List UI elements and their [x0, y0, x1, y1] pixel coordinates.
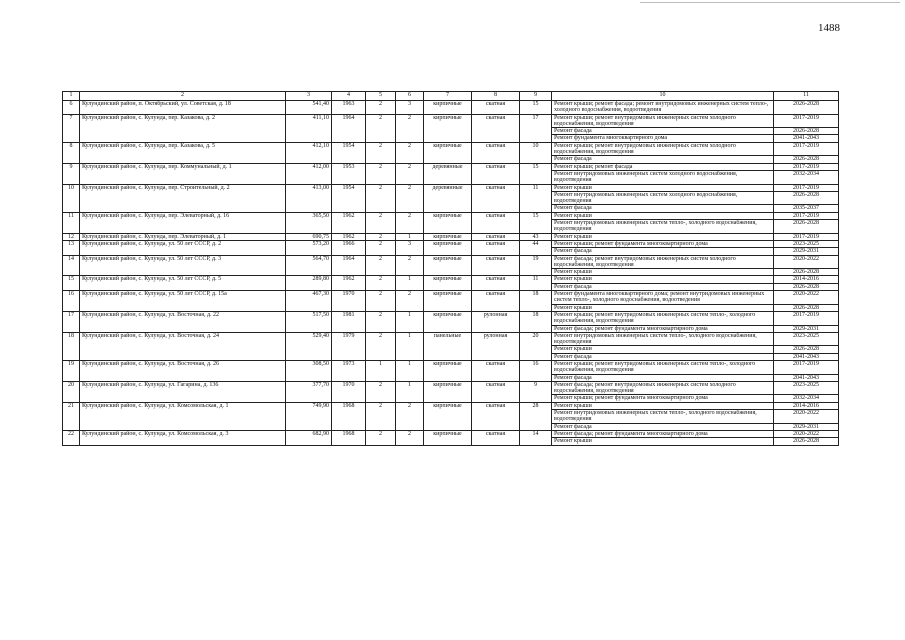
- floors-cell: 2: [366, 332, 396, 360]
- work-cell: Ремонт фасада; ремонт фундамента многоквартирного дома: [552, 430, 774, 437]
- floors-cell: 2: [366, 402, 396, 430]
- walls-cell: кирпичные: [424, 402, 472, 430]
- table-row: [63, 276, 839, 283]
- roof-cell: скатная: [472, 101, 520, 115]
- period-cell: 2023-2025: [774, 332, 839, 346]
- roof-cell: скатная: [472, 430, 520, 445]
- work-cell: Ремонт фасада: [552, 374, 774, 381]
- roof-cell: рулонная: [472, 311, 520, 332]
- floors-cell: 2: [366, 184, 396, 212]
- work-cell: Ремонт крыши: [552, 346, 774, 353]
- address-cell: Кулундинский район, с. Кулунда, ул. Гагарина, д. 136: [80, 381, 286, 402]
- work-cell: Ремонт крыши; ремонт фундамента многоквартирного дома: [552, 240, 774, 247]
- area-cell: 467,30: [286, 291, 332, 312]
- work-cell: Ремонт крыши: [552, 269, 774, 276]
- residents-cell: 18: [520, 291, 552, 312]
- period-cell: 2017-2019: [774, 163, 839, 170]
- row-number: 16: [63, 291, 80, 312]
- table-row: [63, 402, 839, 409]
- walls-cell: кирпичные: [424, 311, 472, 332]
- repair-schedule-table: [62, 91, 839, 446]
- row-number: 8: [63, 142, 80, 163]
- entrances-cell: 3: [396, 101, 424, 115]
- table-row: [63, 430, 839, 437]
- col-header: 4: [332, 92, 366, 101]
- year-cell: 1954: [332, 184, 366, 212]
- entrances-cell: 1: [396, 311, 424, 332]
- work-cell: Ремонт крыши: [552, 212, 774, 219]
- floors-cell: 2: [366, 255, 396, 276]
- address-cell: Кулундинский район, с. Кулунда, ул. Восточная, д. 24: [80, 332, 286, 360]
- roof-cell: скатная: [472, 184, 520, 212]
- residents-cell: 20: [520, 332, 552, 360]
- work-cell: Ремонт фасада; ремонт фундамента многоквартирного дома: [552, 325, 774, 332]
- period-cell: 2041-2043: [774, 353, 839, 360]
- period-cell: 2023-2025: [774, 381, 839, 395]
- work-cell: Ремонт крыши: [552, 402, 774, 409]
- floors-cell: 2: [366, 276, 396, 291]
- work-cell: Ремонт фасада: [552, 283, 774, 290]
- period-cell: 2020-2022: [774, 410, 839, 424]
- entrances-cell: 2: [396, 142, 424, 163]
- table-row: [63, 101, 839, 115]
- work-cell: Ремонт фасада: [552, 156, 774, 163]
- walls-cell: кирпичные: [424, 255, 472, 276]
- address-cell: Кулундинский район, с. Кулунда, ул. 50 лет СССР, д. 2: [80, 240, 286, 255]
- walls-cell: панельные: [424, 332, 472, 360]
- col-header: 11: [774, 92, 839, 101]
- roof-cell: скатная: [472, 233, 520, 240]
- year-cell: 1981: [332, 311, 366, 332]
- scan-edge-rule: [640, 2, 900, 3]
- period-cell: 2017-2019: [774, 360, 839, 374]
- year-cell: 1953: [332, 163, 366, 184]
- area-cell: 377,70: [286, 381, 332, 402]
- page-number: 1488: [818, 22, 840, 34]
- walls-cell: кирпичные: [424, 381, 472, 402]
- col-header: 5: [366, 92, 396, 101]
- residents-cell: 18: [520, 311, 552, 332]
- address-cell: Кулундинский район, с. Кулунда, пер. Казакова, д. 5: [80, 142, 286, 163]
- work-cell: Ремонт фасада; ремонт внутридомовых инженерных систем холодного водоснабжения, водоотведения: [552, 255, 774, 269]
- area-cell: 690,75: [286, 233, 332, 240]
- period-cell: 2026-2028: [774, 101, 839, 115]
- entrances-cell: 1: [396, 233, 424, 240]
- entrances-cell: 2: [396, 184, 424, 212]
- work-cell: Ремонт внутридомовых инженерных систем тепло-, холодного водоснабжения, водоотведения: [552, 220, 774, 234]
- residents-cell: 11: [520, 276, 552, 291]
- address-cell: Кулундинский район, с. Кулунда, пер. Строительный, д. 2: [80, 184, 286, 212]
- walls-cell: деревянные: [424, 163, 472, 184]
- floors-cell: 2: [366, 311, 396, 332]
- work-cell: Ремонт крыши; ремонт внутридомовых инженерных систем холодного водоснабжения, водоотведения: [552, 114, 774, 128]
- work-cell: Ремонт фасада: [552, 128, 774, 135]
- area-cell: 529,40: [286, 332, 332, 360]
- roof-cell: скатная: [472, 212, 520, 233]
- residents-cell: 14: [520, 430, 552, 445]
- period-cell: 2017-2019: [774, 114, 839, 128]
- period-cell: 2029-2031: [774, 248, 839, 255]
- period-cell: 2026-2028: [774, 128, 839, 135]
- entrances-cell: 2: [396, 114, 424, 142]
- period-cell: 2041-2043: [774, 135, 839, 142]
- work-cell: Ремонт крыши; ремонт фундамента многоквартирного дома: [552, 395, 774, 402]
- col-header: 3: [286, 92, 332, 101]
- floors-cell: 2: [366, 381, 396, 402]
- period-cell: 2041-2043: [774, 374, 839, 381]
- work-cell: Ремонт внутридомовых инженерных систем тепло-, холодного водоснабжения, водоотведения: [552, 332, 774, 346]
- table-row: [63, 332, 839, 346]
- row-number: 14: [63, 255, 80, 276]
- roof-cell: скатная: [472, 255, 520, 276]
- row-number: 9: [63, 163, 80, 184]
- column-number-row: [63, 92, 839, 101]
- address-cell: Кулундинский район, с. Кулунда, пер. Элеваторный, д. 16: [80, 212, 286, 233]
- period-cell: 2017-2019: [774, 212, 839, 219]
- floors-cell: 2: [366, 101, 396, 115]
- floors-cell: 2: [366, 233, 396, 240]
- period-cell: 2026-2028: [774, 191, 839, 205]
- year-cell: 1968: [332, 402, 366, 430]
- address-cell: Кулундинский район, с. Кулунда, ул. Восточная, д. 22: [80, 311, 286, 332]
- year-cell: 1964: [332, 255, 366, 276]
- address-cell: Кулундинский район, с. Кулунда, ул. Комсомольская, д. 1: [80, 402, 286, 430]
- entrances-cell: 1: [396, 381, 424, 402]
- table-row: [63, 142, 839, 156]
- entrances-cell: 2: [396, 255, 424, 276]
- roof-cell: скатная: [472, 240, 520, 255]
- period-cell: 2026-2028: [774, 438, 839, 445]
- floors-cell: 2: [366, 212, 396, 233]
- table-row: [63, 240, 839, 247]
- period-cell: 2020-2022: [774, 255, 839, 269]
- work-cell: Ремонт крыши; ремонт внутридомовых инженерных систем тепло-, холодного водоснабжения, водоотведения: [552, 360, 774, 374]
- residents-cell: 9: [520, 381, 552, 402]
- residents-cell: 10: [520, 142, 552, 163]
- period-cell: 2035-2037: [774, 205, 839, 212]
- period-cell: 2014-2016: [774, 402, 839, 409]
- entrances-cell: 2: [396, 430, 424, 445]
- address-cell: Кулундинский район, п. Октябрьский, ул. Советская, д. 18: [80, 101, 286, 115]
- table-row: [63, 255, 839, 269]
- residents-cell: 28: [520, 402, 552, 430]
- roof-cell: скатная: [472, 163, 520, 184]
- row-number: 18: [63, 332, 80, 360]
- year-cell: 1973: [332, 360, 366, 381]
- roof-cell: скатная: [472, 142, 520, 163]
- work-cell: Ремонт внутридомовых инженерных систем холодного водоснабжения, водоотведения: [552, 170, 774, 184]
- year-cell: 1968: [332, 430, 366, 445]
- residents-cell: 17: [520, 114, 552, 142]
- period-cell: 2032-2034: [774, 170, 839, 184]
- work-cell: Ремонт фундамента многоквартирного дома; ремонт внутридомовых инженерных систем тепло-, холодного водоснабжения, водоотведения: [552, 291, 774, 305]
- row-number: 13: [63, 240, 80, 255]
- work-cell: Ремонт крыши: [552, 304, 774, 311]
- residents-cell: 43: [520, 233, 552, 240]
- area-cell: 411,10: [286, 114, 332, 142]
- period-cell: 2020-2022: [774, 291, 839, 305]
- period-cell: 2026-2028: [774, 346, 839, 353]
- work-cell: Ремонт крыши; ремонт фасада: [552, 163, 774, 170]
- address-cell: Кулундинский район, с. Кулунда, пер. Казакова, д. 2: [80, 114, 286, 142]
- period-cell: 2017-2019: [774, 233, 839, 240]
- period-cell: 2032-2034: [774, 395, 839, 402]
- walls-cell: кирпичные: [424, 360, 472, 381]
- entrances-cell: 1: [396, 332, 424, 360]
- entrances-cell: 1: [396, 276, 424, 291]
- table-row: [63, 360, 839, 374]
- col-header: 6: [396, 92, 424, 101]
- period-cell: 2026-2028: [774, 304, 839, 311]
- area-cell: 289,80: [286, 276, 332, 291]
- table-row: [63, 381, 839, 395]
- period-cell: 2026-2028: [774, 156, 839, 163]
- residents-cell: 15: [520, 163, 552, 184]
- work-cell: Ремонт фасада; ремонт внутридомовых инженерных систем холодного водоснабжения, водоотведения: [552, 381, 774, 395]
- row-number: 12: [63, 233, 80, 240]
- floors-cell: 2: [366, 291, 396, 312]
- walls-cell: кирпичные: [424, 276, 472, 291]
- work-cell: Ремонт фундамента многоквартирного дома: [552, 135, 774, 142]
- roof-cell: скатная: [472, 381, 520, 402]
- residents-cell: 15: [520, 101, 552, 115]
- year-cell: 1970: [332, 381, 366, 402]
- work-cell: Ремонт фасада: [552, 423, 774, 430]
- walls-cell: деревянные: [424, 184, 472, 212]
- area-cell: 682,90: [286, 430, 332, 445]
- entrances-cell: 2: [396, 291, 424, 312]
- walls-cell: кирпичные: [424, 430, 472, 445]
- work-cell: Ремонт крыши: [552, 233, 774, 240]
- area-cell: 412,00: [286, 163, 332, 184]
- period-cell: 2026-2028: [774, 283, 839, 290]
- entrances-cell: 2: [396, 212, 424, 233]
- work-cell: Ремонт крыши: [552, 276, 774, 283]
- year-cell: 1966: [332, 240, 366, 255]
- row-number: 15: [63, 276, 80, 291]
- row-number: 6: [63, 101, 80, 115]
- area-cell: 749,90: [286, 402, 332, 430]
- address-cell: Кулундинский район, с. Кулунда, ул. 50 лет СССР, д. 5: [80, 276, 286, 291]
- roof-cell: скатная: [472, 360, 520, 381]
- work-cell: Ремонт внутридомовых инженерных систем тепло-, холодного водоснабжения, водоотведения: [552, 410, 774, 424]
- address-cell: Кулундинский район, с. Кулунда, ул. Восточная, д. 26: [80, 360, 286, 381]
- year-cell: 1962: [332, 233, 366, 240]
- roof-cell: скатная: [472, 402, 520, 430]
- roof-cell: скатная: [472, 291, 520, 312]
- col-header: 9: [520, 92, 552, 101]
- period-cell: 2029-2031: [774, 325, 839, 332]
- walls-cell: кирпичные: [424, 291, 472, 312]
- address-cell: Кулундинский район, с. Кулунда, пер. Коммунальный, д. 1: [80, 163, 286, 184]
- address-cell: Кулундинский район, с. Кулунда, ул. 50 лет СССР, д. 3: [80, 255, 286, 276]
- area-cell: 573,20: [286, 240, 332, 255]
- col-header: 10: [552, 92, 774, 101]
- work-cell: Ремонт фасада: [552, 353, 774, 360]
- year-cell: 1964: [332, 114, 366, 142]
- table-row: [63, 184, 839, 191]
- walls-cell: кирпичные: [424, 233, 472, 240]
- residents-cell: 44: [520, 240, 552, 255]
- year-cell: 1979: [332, 332, 366, 360]
- entrances-cell: 2: [396, 402, 424, 430]
- period-cell: 2026-2028: [774, 220, 839, 234]
- col-header: 1: [63, 92, 80, 101]
- area-cell: 365,50: [286, 212, 332, 233]
- table-row: [63, 311, 839, 325]
- area-cell: 541,40: [286, 101, 332, 115]
- col-header: 8: [472, 92, 520, 101]
- floors-cell: 2: [366, 430, 396, 445]
- row-number: 10: [63, 184, 80, 212]
- work-cell: Ремонт крыши; ремонт внутридомовых инженерных систем тепло-, холодного водоснабжения, водоотведения: [552, 311, 774, 325]
- table-row: [63, 233, 839, 240]
- residents-cell: 11: [520, 184, 552, 212]
- row-number: 21: [63, 402, 80, 430]
- area-cell: 412,10: [286, 142, 332, 163]
- floors-cell: 2: [366, 240, 396, 255]
- area-cell: 413,00: [286, 184, 332, 212]
- walls-cell: кирпичные: [424, 142, 472, 163]
- work-cell: Ремонт крыши; ремонт фасада; ремонт внутридомовых инженерных систем тепло-, холодного водоснабжения, водоотведения: [552, 101, 774, 115]
- work-cell: Ремонт крыши: [552, 438, 774, 445]
- entrances-cell: 2: [396, 163, 424, 184]
- period-cell: 2017-2019: [774, 184, 839, 191]
- year-cell: 1970: [332, 291, 366, 312]
- walls-cell: кирпичные: [424, 114, 472, 142]
- work-cell: Ремонт фасада: [552, 205, 774, 212]
- address-cell: Кулундинский район, с. Кулунда, ул. Комсомольская, д. 3: [80, 430, 286, 445]
- work-cell: Ремонт внутридомовых инженерных систем холодного водоснабжения, водоотведения: [552, 191, 774, 205]
- period-cell: 2014-2016: [774, 276, 839, 283]
- entrances-cell: 3: [396, 240, 424, 255]
- walls-cell: кирпичные: [424, 101, 472, 115]
- period-cell: 2023-2025: [774, 240, 839, 247]
- residents-cell: 19: [520, 255, 552, 276]
- year-cell: 1962: [332, 276, 366, 291]
- year-cell: 1954: [332, 142, 366, 163]
- period-cell: 2026-2028: [774, 269, 839, 276]
- area-cell: 517,50: [286, 311, 332, 332]
- walls-cell: кирпичные: [424, 240, 472, 255]
- work-cell: Ремонт крыши: [552, 184, 774, 191]
- row-number: 19: [63, 360, 80, 381]
- floors-cell: 2: [366, 163, 396, 184]
- row-number: 20: [63, 381, 80, 402]
- address-cell: Кулундинский район, с. Кулунда, пер. Элеваторный, д. 1: [80, 233, 286, 240]
- period-cell: 2029-2031: [774, 423, 839, 430]
- floors-cell: 1: [366, 360, 396, 381]
- work-cell: Ремонт фасада: [552, 248, 774, 255]
- table-row: [63, 212, 839, 219]
- work-cell: Ремонт крыши; ремонт внутридомовых инженерных систем холодного водоснабжения, водоотведения: [552, 142, 774, 156]
- table-row: [63, 291, 839, 305]
- roof-cell: рулонная: [472, 332, 520, 360]
- period-cell: 2017-2019: [774, 142, 839, 156]
- table-row: [63, 163, 839, 170]
- residents-cell: 15: [520, 212, 552, 233]
- col-header: 7: [424, 92, 472, 101]
- entrances-cell: 1: [396, 360, 424, 381]
- period-cell: 2017-2019: [774, 311, 839, 325]
- address-cell: Кулундинский район, с. Кулунда, ул. 50 лет СССР, д. 15а: [80, 291, 286, 312]
- year-cell: 1962: [332, 212, 366, 233]
- year-cell: 1963: [332, 101, 366, 115]
- row-number: 11: [63, 212, 80, 233]
- row-number: 7: [63, 114, 80, 142]
- col-header: 2: [80, 92, 286, 101]
- floors-cell: 2: [366, 142, 396, 163]
- roof-cell: скатная: [472, 114, 520, 142]
- area-cell: 564,70: [286, 255, 332, 276]
- floors-cell: 2: [366, 114, 396, 142]
- table-row: [63, 114, 839, 128]
- row-number: 22: [63, 430, 80, 445]
- roof-cell: скатная: [472, 276, 520, 291]
- area-cell: 308,50: [286, 360, 332, 381]
- period-cell: 2020-2022: [774, 430, 839, 437]
- row-number: 17: [63, 311, 80, 332]
- residents-cell: 16: [520, 360, 552, 381]
- walls-cell: кирпичные: [424, 212, 472, 233]
